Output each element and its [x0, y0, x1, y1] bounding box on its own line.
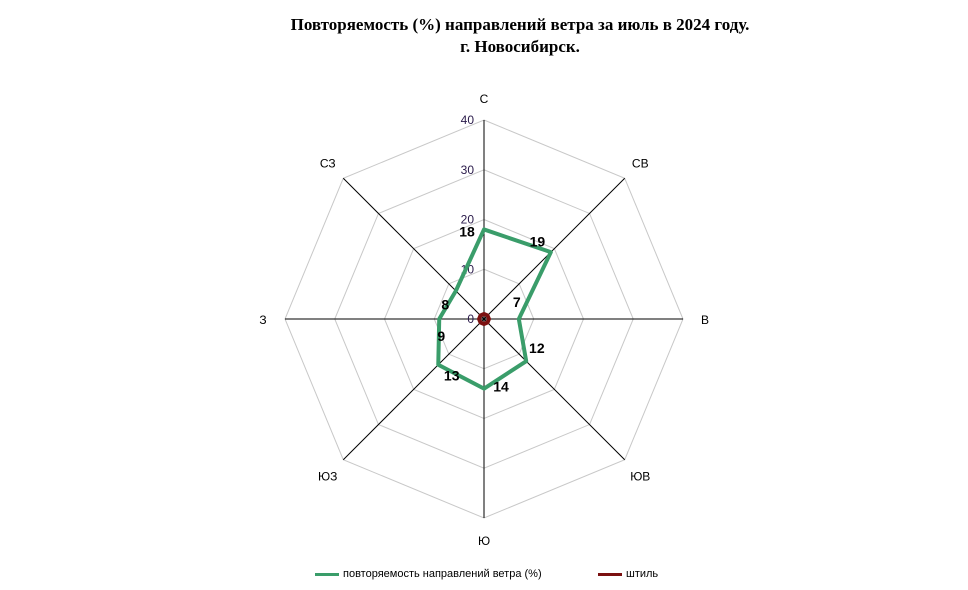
direction-label: ЮВ: [630, 469, 651, 484]
radial-tick-label: 20: [460, 212, 474, 227]
direction-label: СВ: [631, 156, 649, 171]
radial-tick-label: 40: [460, 113, 474, 127]
data-label: 19: [529, 233, 546, 250]
direction-label: В: [700, 313, 710, 327]
legend-label-wind: повторяемость направлений ветра (%): [343, 568, 542, 580]
direction-label: З: [259, 313, 267, 327]
data-label: 18: [459, 223, 475, 240]
legend-swatch-calm: [598, 573, 622, 576]
radial-tick-label: 10: [460, 262, 474, 277]
chart-title-line1: Повторяемость (%) направлений ветра за июль в 2024 году.: [290, 15, 750, 34]
legend-item-wind: [315, 568, 542, 580]
data-label: 12: [529, 339, 545, 356]
legend-swatch-wind: [315, 573, 339, 576]
data-label: 9: [437, 328, 446, 344]
legend-label-calm: штиль: [626, 568, 659, 580]
radial-tick-label: 0: [467, 312, 474, 326]
legend-item-calm: [598, 568, 658, 580]
direction-label: Ю: [477, 534, 491, 548]
legend: [0, 568, 968, 586]
data-label: 13: [443, 367, 460, 384]
radial-tick-label: 30: [460, 162, 474, 177]
data-label: 8: [441, 296, 450, 313]
direction-label: ЮЗ: [318, 469, 338, 484]
data-label: 14: [493, 378, 509, 395]
direction-label: С: [479, 92, 489, 106]
direction-label: СЗ: [319, 156, 336, 171]
data-label: 7: [512, 294, 521, 310]
chart-title-line2: г. Новосибирск.: [460, 37, 580, 56]
